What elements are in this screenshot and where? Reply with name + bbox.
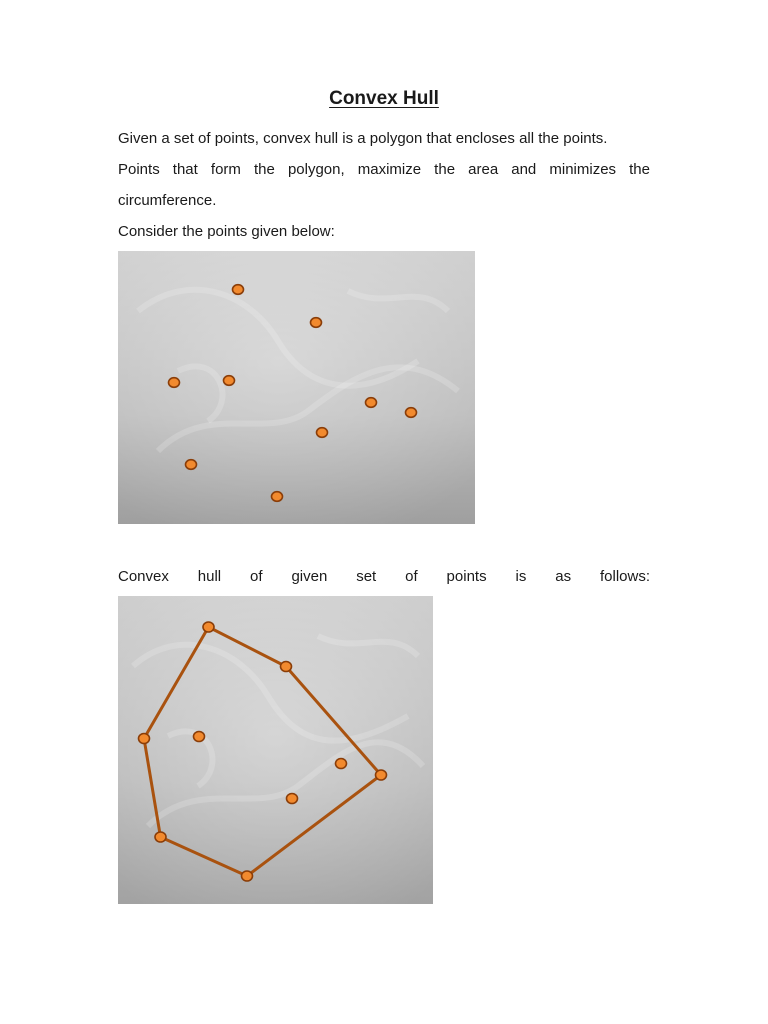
interior-point bbox=[194, 732, 205, 742]
hull-vertex-point bbox=[242, 871, 253, 881]
point bbox=[272, 492, 283, 502]
paragraph-definition: Given a set of points, convex hull is a polygon that encloses all the points. bbox=[118, 130, 608, 147]
point bbox=[311, 318, 322, 328]
point bbox=[169, 378, 180, 388]
point bbox=[366, 398, 377, 408]
point bbox=[317, 428, 328, 438]
points-figure bbox=[118, 251, 475, 524]
paragraph-hull-result: Convex hull of given set of points is as follows: bbox=[118, 568, 650, 585]
point bbox=[233, 285, 244, 295]
interior-point bbox=[336, 759, 347, 769]
hull-vertex-point bbox=[376, 770, 387, 780]
point bbox=[186, 460, 197, 470]
page-title: Convex Hull bbox=[329, 88, 439, 109]
hull-vertex-point bbox=[203, 622, 214, 632]
paragraph-consider-points: Consider the points given below: bbox=[118, 223, 335, 240]
hull-vertex-point bbox=[281, 662, 292, 672]
paragraph-properties: Points that form the polygon, maximize the area and minimizes the circumference. bbox=[118, 161, 650, 209]
interior-point bbox=[287, 794, 298, 804]
point bbox=[406, 408, 417, 418]
hull-vertex-point bbox=[155, 832, 166, 842]
point bbox=[224, 376, 235, 386]
convex-hull-figure bbox=[118, 596, 433, 904]
hull-vertex-point bbox=[139, 734, 150, 744]
